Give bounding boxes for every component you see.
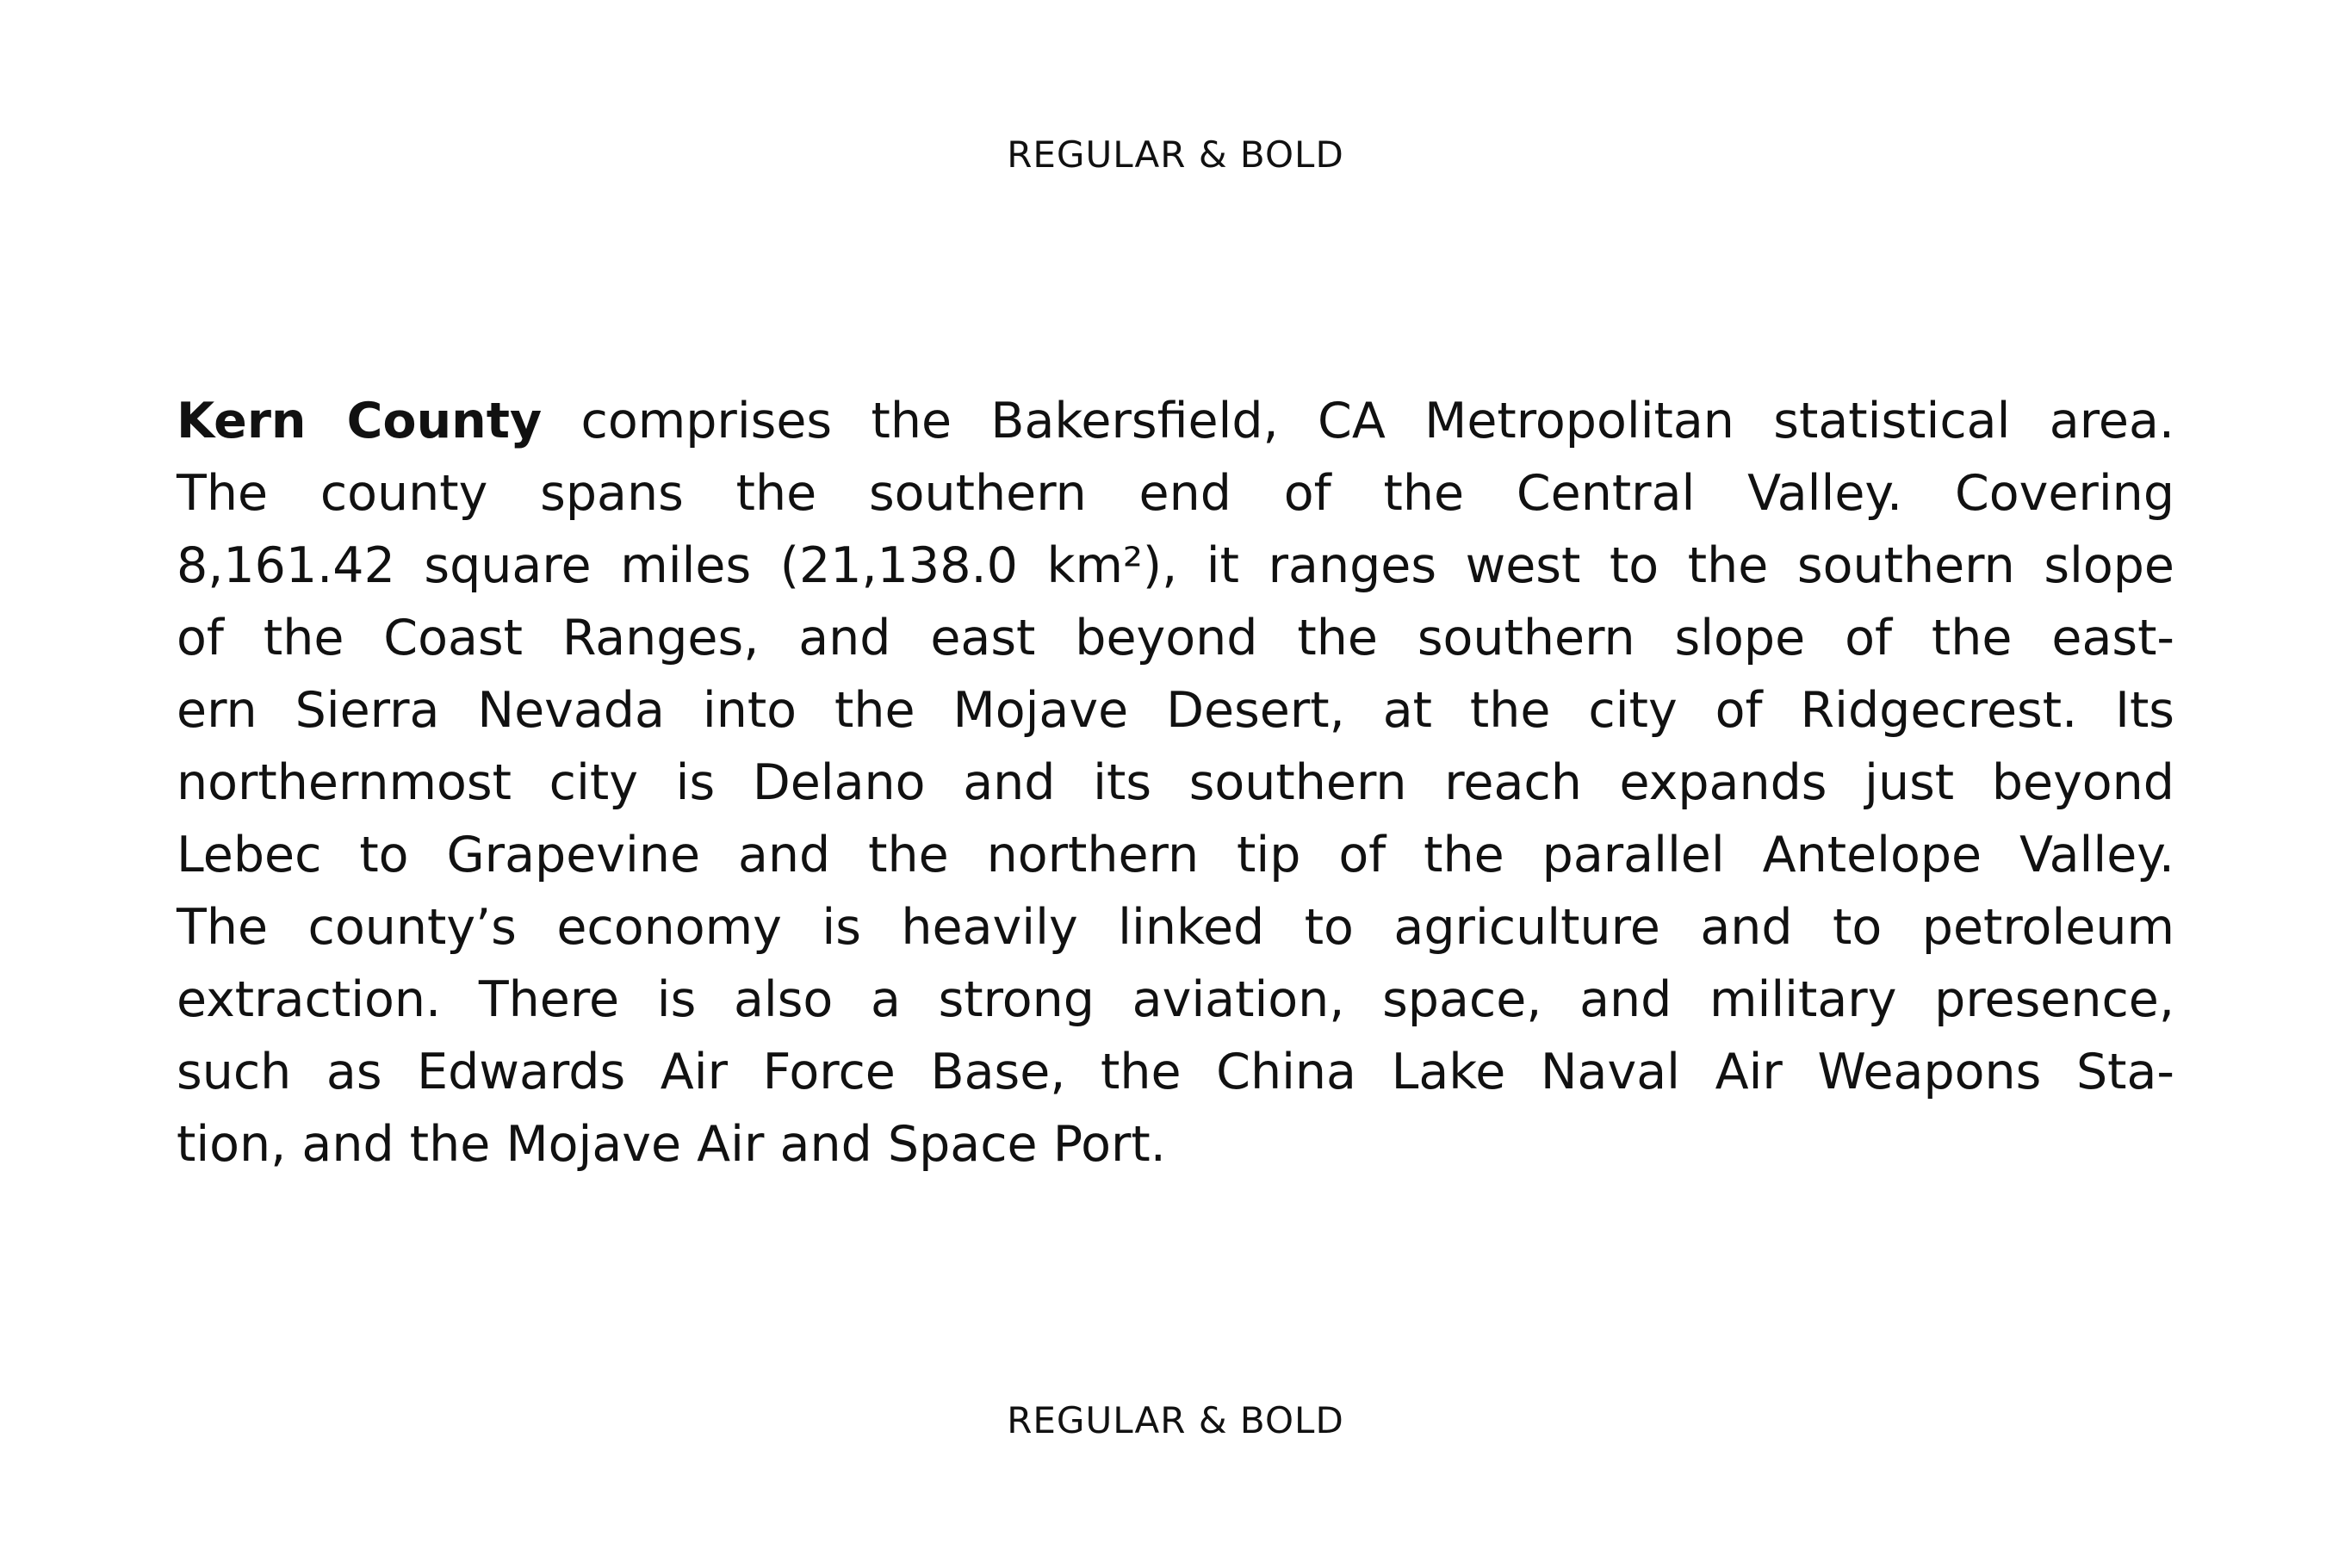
paragraph-line: [177, 385, 2174, 457]
paragraph-line: northernmost city is Delano and its southern reach expands just beyond: [177, 754, 2174, 811]
paragraph-line: The county’s economy is heavily linked to agriculture and to petroleum: [177, 899, 2174, 956]
bold-lead-text: Kern County: [177, 393, 543, 449]
specimen-paragraph: [177, 385, 2174, 1181]
paragraph-line: extraction. There is also a strong aviation, space, and military presence,: [177, 971, 2174, 1028]
paragraph-line: such as Edwards Air Force Base, the China Lake Naval Air Weapons Sta-: [177, 1044, 2174, 1100]
top-caption: REGULAR & BOLD: [1007, 133, 1344, 176]
paragraph-line: 8,161.42 square miles (21,138.0 km²), it ranges west to the southern slope: [177, 537, 2174, 594]
paragraph-line: tion, and the Mojave Air and Space Port.: [177, 1116, 1166, 1173]
paragraph-line: Lebec to Grapevine and the northern tip of the parallel Antelope Valley.: [177, 827, 2174, 883]
paragraph-line: of the Coast Ranges, and east beyond the southern slope of the east-: [177, 610, 2174, 666]
paragraph-line: The county spans the southern end of the Central Valley. Covering: [177, 465, 2174, 522]
paragraph-line-text: comprises the Bakersfield, CA Metropolitan statistical area.: [542, 393, 2174, 449]
paragraph-line: ern Sierra Nevada into the Mojave Desert, at the city of Ridgecrest. Its: [177, 682, 2174, 739]
bottom-caption: REGULAR & BOLD: [1007, 1399, 1344, 1441]
